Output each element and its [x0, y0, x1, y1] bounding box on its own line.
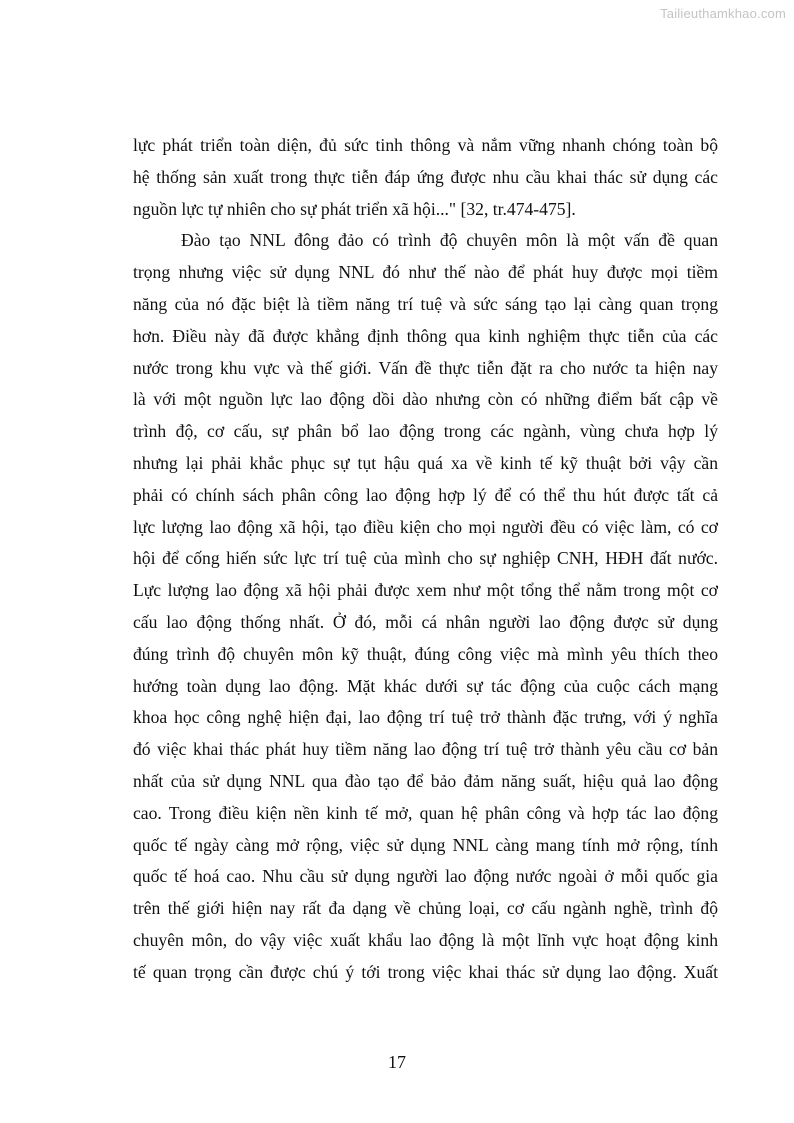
page-body — [133, 130, 718, 989]
paragraph-1 — [133, 130, 718, 225]
text-line: chuyên môn, do vậy việc xuất khẩu lao động là một lĩnh vực hoạt động kinh — [133, 929, 718, 950]
text-line: trên thế giới hiện nay rất đa dạng về chủng loại, cơ cấu ngành nghề, trình độ — [133, 898, 718, 919]
text-line: khoa học công nghệ hiện đại, lao động trí tuệ trở thành đặc trưng, với ý nghĩa — [133, 707, 718, 728]
text-line: tế quan trọng cần được chú ý tới trong việc khai thác sử dụng lao động. Xuất — [133, 961, 718, 982]
text-line: cao. Trong điều kiện nền kinh tế mở, quan hệ phân công và hợp tác lao động — [133, 802, 718, 823]
text-line: quốc tế hoá cao. Nhu cầu sử dụng người lao động nước ngoài ở mỗi quốc gia — [133, 866, 718, 887]
text-line: nước trong khu vực và thế giới. Vấn đề thực tiễn đặt ra cho nước ta hiện nay — [133, 357, 718, 378]
text-line: đúng trình độ chuyên môn kỹ thuật, đúng công việc mà mình yêu thích theo — [133, 643, 718, 664]
text-line: trình độ, cơ cấu, sự phân bổ lao động trong các ngành, vùng chưa hợp lý — [133, 421, 718, 442]
text-line: cấu lao động thống nhất. Ở đó, mỗi cá nhân người lao động được sử dụng — [133, 611, 718, 632]
text-line: Đào tạo NNL đông đảo có trình độ chuyên môn là một vấn đề quan — [181, 230, 718, 251]
text-line: trọng nhưng việc sử dụng NNL đó như thế nào để phát huy được mọi tiềm — [133, 262, 718, 283]
text-line: là với một nguồn lực lao động dồi dào nhưng còn có những điểm bất cập về — [133, 389, 718, 410]
text-line: hơn. Điều này đã được khẳng định thông qua kinh nghiệm thực tiễn của các — [133, 325, 718, 346]
watermark: Tailieuthamkhao.com — [660, 6, 786, 21]
text-line: hội để cống hiến sức lực trí tuệ của mình cho sự nghiệp CNH, HĐH đất nước. — [133, 548, 718, 569]
text-line: Lực lượng lao động xã hội phải được xem như một tổng thể nằm trong một cơ — [133, 580, 718, 601]
text-line: hệ thống sản xuất trong thực tiễn đáp ứng được nhu cầu khai thác sử dụng các — [133, 166, 718, 187]
text-line: lực lượng lao động xã hội, tạo điều kiện cho mọi người đều có việc làm, có cơ — [133, 516, 718, 537]
text-line: năng của nó đặc biệt là tiềm năng trí tuệ và sức sáng tạo lại càng quan trọng — [133, 293, 718, 314]
text-line: đó việc khai thác phát huy tiềm năng lao động trí tuệ trở thành yêu cầu cơ bản — [133, 739, 718, 760]
text-line: lực phát triển toàn diện, đủ sức tinh thông và nắm vững nhanh chóng toàn bộ — [133, 135, 718, 155]
text-line: phải có chính sách phân công lao động hợp lý để có thể thu hút được tất cả — [133, 484, 718, 505]
text-line: nhưng lại phải khắc phục sự tụt hậu quá xa về kinh tế kỹ thuật bởi vậy cần — [133, 452, 718, 473]
text-line: quốc tế ngày càng mở rộng, việc sử dụng NNL càng mang tính mở rộng, tính — [133, 834, 718, 855]
text-line: nguồn lực tự nhiên cho sự phát triển xã hội..." [32, tr.474-475]. — [133, 198, 576, 219]
text-line: nhất của sử dụng NNL qua đào tạo để bảo đảm năng suất, hiệu quả lao động — [133, 770, 718, 791]
page-number: 17 — [388, 1052, 406, 1072]
text-line: hướng toàn dụng lao động. Mặt khác dưới sự tác động của cuộc cách mạng — [133, 675, 718, 696]
paragraph-2 — [133, 225, 718, 988]
